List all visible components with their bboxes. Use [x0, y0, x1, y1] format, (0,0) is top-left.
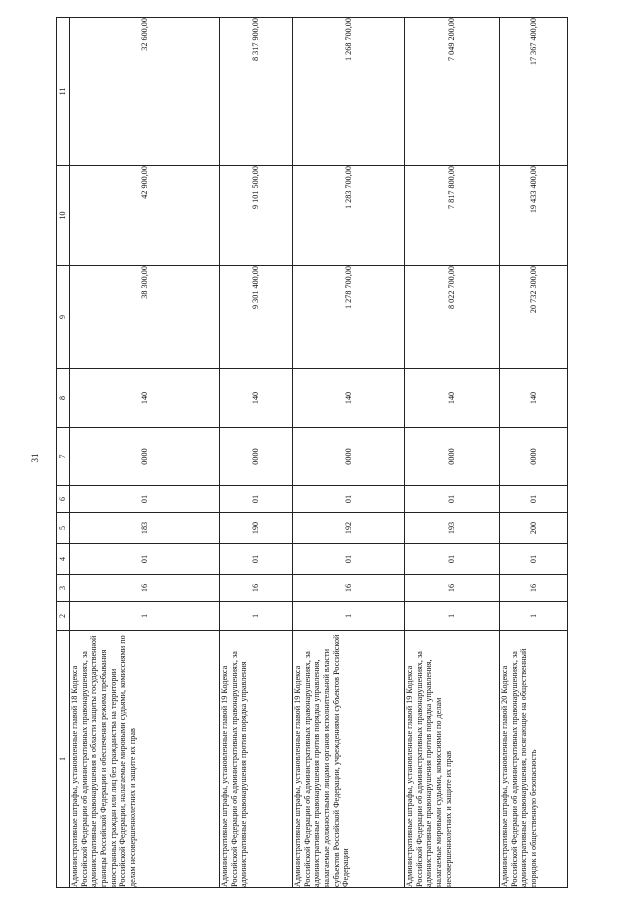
table-row	[500, 18, 568, 888]
cell-col-5: 192	[293, 513, 405, 544]
cell-col-8: 140	[500, 369, 568, 428]
cell-col-11: 17 367 400,00	[500, 18, 568, 166]
row-description: Административные штрафы, установленные главой 19 Кодекса Российской Федерации об административных правонарушениях, за административные правонарушения против порядка управления	[220, 631, 293, 888]
cell-col-7: 0000	[500, 428, 568, 486]
cell-col-6: 01	[70, 486, 220, 513]
cell-col-5: 193	[405, 513, 500, 544]
cell-col-7: 0000	[293, 428, 405, 486]
cell-col-2: 1	[293, 602, 405, 631]
cell-col-6: 01	[500, 486, 568, 513]
cell-col-4: 01	[70, 544, 220, 575]
cell-col-3: 16	[293, 575, 405, 602]
cell-col-8: 140	[405, 369, 500, 428]
header-col-9: 9	[57, 266, 70, 369]
header-col-10: 10	[57, 166, 70, 266]
cell-col-4: 01	[293, 544, 405, 575]
cell-col-11: 1 268 700,00	[293, 18, 405, 166]
header-col-1: 1	[57, 631, 70, 888]
table-row	[405, 18, 500, 888]
cell-col-7: 0000	[70, 428, 220, 486]
header-col-3: 3	[57, 575, 70, 602]
header-col-6: 6	[57, 486, 70, 513]
row-description: Административные штрафы, установленные главой 20 Кодекса Российской Федерации об административных правонарушениях, за административные правонарушения, посягающие на общественный порядок и общественную безопасность	[500, 631, 568, 888]
cell-col-7: 0000	[220, 428, 293, 486]
cell-col-9: 8 022 700,00	[405, 266, 500, 369]
header-col-4: 4	[57, 544, 70, 575]
table-row	[70, 18, 220, 888]
header-col-11: 11	[57, 18, 70, 166]
cell-col-11: 7 049 200,00	[405, 18, 500, 166]
cell-col-10: 19 433 400,00	[500, 166, 568, 266]
header-col-5: 5	[57, 513, 70, 544]
cell-col-2: 1	[220, 602, 293, 631]
cell-col-2: 1	[500, 602, 568, 631]
cell-col-8: 140	[220, 369, 293, 428]
cell-col-10: 7 817 800,00	[405, 166, 500, 266]
header-col-8: 8	[57, 369, 70, 428]
row-description: Административные штрафы, установленные главой 19 Кодекса Российской Федерации об административных правонарушениях, за административные правонарушения против порядка управления, налагаемые должностными лицами органов исполнительной власти субъектов Российской Федерации, учреждениями субъектов Российской Федерации	[293, 631, 405, 888]
cell-col-2: 1	[405, 602, 500, 631]
cell-col-6: 01	[405, 486, 500, 513]
header-col-2: 2	[57, 602, 70, 631]
cell-col-3: 16	[405, 575, 500, 602]
budget-table	[56, 17, 568, 888]
cell-col-4: 01	[220, 544, 293, 575]
table-row	[293, 18, 405, 888]
cell-col-9: 1 278 700,00	[293, 266, 405, 369]
cell-col-3: 16	[70, 575, 220, 602]
cell-col-8: 140	[70, 369, 220, 428]
cell-col-9: 20 732 300,00	[500, 266, 568, 369]
budget-table-sheet	[56, 18, 566, 888]
cell-col-5: 200	[500, 513, 568, 544]
cell-col-3: 16	[220, 575, 293, 602]
cell-col-5: 183	[70, 513, 220, 544]
cell-col-11: 8 317 900,00	[220, 18, 293, 166]
cell-col-4: 01	[500, 544, 568, 575]
cell-col-9: 9 301 400,00	[220, 266, 293, 369]
cell-col-6: 01	[220, 486, 293, 513]
cell-col-10: 1 283 700,00	[293, 166, 405, 266]
cell-col-10: 42 900,00	[70, 166, 220, 266]
table-row	[220, 18, 293, 888]
page-number: 31	[30, 453, 40, 463]
cell-col-3: 16	[500, 575, 568, 602]
cell-col-8: 140	[293, 369, 405, 428]
row-description: Административные штрафы, установленные главой 18 Кодекса Российской Федерации об административных правонарушениях, за административные правонарушения в области защиты государственной границы Российской Федерации и обеспечения режима пребывания иностранных граждан или лиц без гражданства на территории Российской Федерации, налагаемые мировыми судьями, комиссиями по делам несовершеннолетних и защите их прав	[70, 631, 220, 888]
cell-col-9: 38 300,00	[70, 266, 220, 369]
cell-col-2: 1	[70, 602, 220, 631]
cell-col-10: 9 101 500,00	[220, 166, 293, 266]
cell-col-6: 01	[293, 486, 405, 513]
row-description: Административные штрафы, установленные главой 19 Кодекса Российской Федерации об административных правонарушениях, за административные правонарушения против порядка управления, налагаемые мировыми судьями, комиссиями по делам несовершеннолетних и защите их прав	[405, 631, 500, 888]
header-col-7: 7	[57, 428, 70, 486]
cell-col-11: 32 600,00	[70, 18, 220, 166]
cell-col-7: 0000	[405, 428, 500, 486]
cell-col-5: 190	[220, 513, 293, 544]
cell-col-4: 01	[405, 544, 500, 575]
table-header-row	[57, 18, 70, 888]
